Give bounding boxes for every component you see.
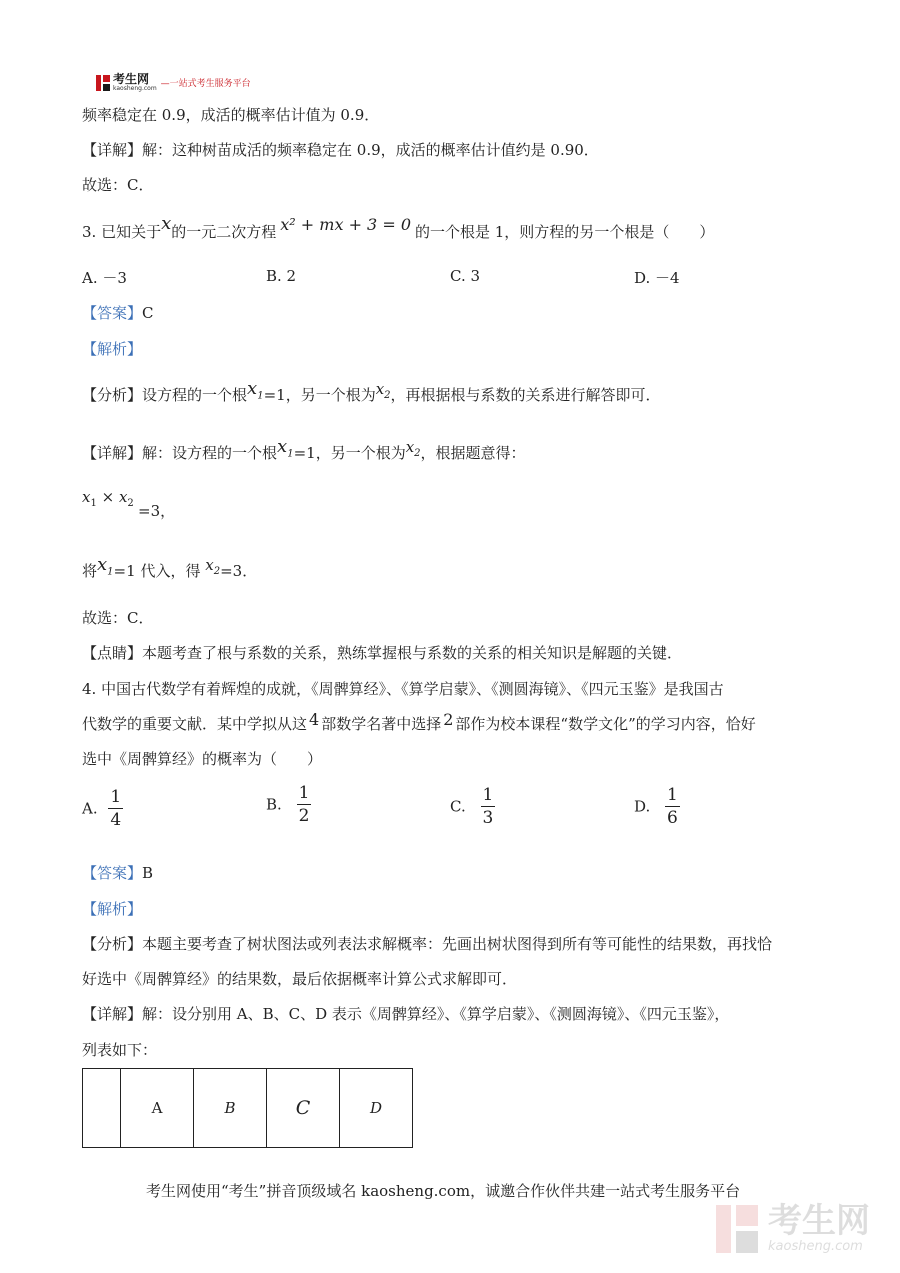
q4-fenxi-line1: 【分析】本题主要考查了树状图法或列表法求解概率：先画出树状图得到所有等可能性的结果数，再找恰 xyxy=(82,935,773,953)
table-header-b: B xyxy=(194,1069,267,1148)
q3-option-b: B. 2 xyxy=(266,267,297,285)
watermark-name: 考生网 xyxy=(768,1201,870,1241)
logo-slogan: —一站式考生服务平台 xyxy=(160,79,251,89)
q3-option-d: D. －4 xyxy=(634,269,680,287)
q4-detail-line1: 【详解】解：设分别用 A、B、C、D 表示《周髀算经》、《算学启蒙》、《测圆海镜》、《四元玉鉴》， xyxy=(82,1005,730,1023)
footer-text: 考生网使用“考生”拼音顶级域名 kaosheng.com，诚邀合作伙伴共建一站式考生服务平台 xyxy=(146,1182,741,1200)
q3-stem: 3. 已知关于x的一元二次方程 x² + mx + 3 = 0 的一个根是 1，则方程的另一个根是（ ） xyxy=(82,213,715,241)
q3-analysis-tag: 【解析】 xyxy=(82,340,143,358)
q4-stem-line3: 选中《周髀算经》的概率为（ ） xyxy=(82,750,323,768)
table-header-a: A xyxy=(121,1069,194,1148)
q4-analysis-tag: 【解析】 xyxy=(82,900,143,918)
q2-choose: 故选：C． xyxy=(82,176,154,194)
table-header-d: D xyxy=(340,1069,413,1148)
q3-option-c: C. 3 xyxy=(450,267,481,285)
q3-product-result: =3， xyxy=(138,502,176,520)
q3-choose: 故选：C． xyxy=(82,609,154,627)
logo-icon xyxy=(96,75,110,91)
q3-answer: 【答案】C xyxy=(82,304,154,322)
logo-name: 考生网 xyxy=(113,72,150,86)
header-logo xyxy=(96,73,251,92)
q3-dianjing: 【点睛】本题考查了根与系数的关系，熟练掌握根与系数的关系的相关知识是解题的关键． xyxy=(82,644,683,662)
q4-stem-line2: 代数学的重要文献．某中学拟从这 4 部数学名著中选择 2 部作为校本课程“数学文化”的学习内容，恰好 xyxy=(82,710,756,733)
q4-option-a: A. $\frac{1}{4}$ xyxy=(82,787,122,830)
logo-url: kaosheng.com xyxy=(113,85,157,92)
q2-line1: 频率稳定在 0.9，成活的概率估计值为 0.9． xyxy=(82,106,380,124)
q4-fenxi-line2: 好选中《周髀算经》的结果数，最后依据概率计算公式求解即可． xyxy=(82,970,518,988)
q3-detail: 【详解】解：设方程的一个根$x_1=1$，另一个根为$x_2$，根据题意得： xyxy=(82,436,526,462)
q4-answer: 【答案】B xyxy=(82,864,154,882)
q3-substitute: 将$x_1=1$ 代入，得 $x_2=3$． xyxy=(82,554,258,580)
q4-option-d: D. $\frac{1}{6}$ xyxy=(634,785,678,828)
q3-equation: x² + mx + 3 = 0 xyxy=(280,215,411,234)
q3-option-a: A. －3 xyxy=(82,269,127,287)
q4-list-table xyxy=(82,1068,413,1148)
table-row xyxy=(83,1069,413,1148)
table-header-c: C xyxy=(267,1069,340,1148)
watermark-url: kaosheng.com xyxy=(768,1239,863,1254)
footer-watermark xyxy=(716,1203,870,1254)
q4-stem-line1: 4. 中国古代数学有着辉煌的成就，《周髀算经》、《算学启蒙》、《测圆海镜》、《四元玉鉴》是我国古 xyxy=(82,680,724,698)
q3-fenxi: 【分析】设方程的一个根$x_1=1$，另一个根为$x_2$，再根据根与系数的关系进行解答即可． xyxy=(82,378,661,404)
q4-option-b: B. $\frac{1}{2}$ xyxy=(266,783,310,826)
table-cell xyxy=(83,1069,121,1148)
q4-detail-line2: 列表如下： xyxy=(82,1041,158,1059)
q3-product: $x_1 \times x_2$ xyxy=(82,488,134,509)
q2-detail: 【详解】解：这种树苗成活的频率稳定在 0.9，成活的概率估计值约是 0.90． xyxy=(82,141,599,159)
q4-option-c: C. $\frac{1}{3}$ xyxy=(450,785,494,828)
watermark-logo-icon xyxy=(716,1205,760,1253)
